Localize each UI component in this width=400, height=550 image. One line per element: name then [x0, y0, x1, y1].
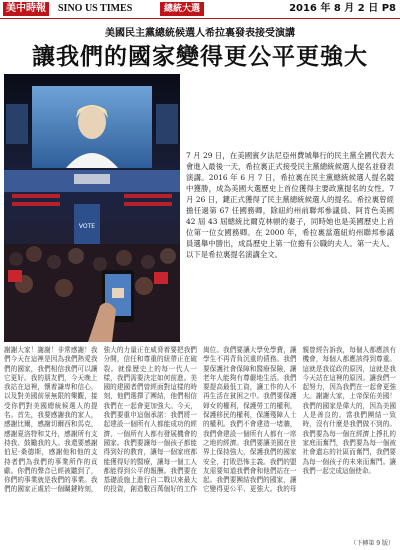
masthead: [0, 0, 400, 19]
article-subtitle: 美國民主黨總統候選人希拉裏發表接受演講: [105, 28, 295, 39]
newspaper-logo: 美中時報: [3, 2, 49, 16]
article-lead: 7 月 29 日，在美國賓夕法尼亞州費城舉行的民主黨全國代表大會進入最後一天，希拉裏正式接受民主黨總統候選人提名並發表演講。2016 年 6 月 7 日，希拉裏在民主黨總統候選人提名競中獲勝，成為美國大選歷史上首位獲得主要政黨提名的女性。7 月 26 日，鍵正式獲得了民主黨總統候選人的提名。希拉裏曾經擔任過第 67 任國務卿，除紐約州前聯邦參議員、阿肯色美國 42 屆 43 屆總統比爾克林頓的妻子，同時她也是美國歷史上首位第一位女國務卿。在 2000 年，希拉裏當選紐約州聯邦參議員選舉中勝出，成爲歷史上第一位擔有公職的夫人。第一夫人。以下是希拉裏提名演講全文。: [186, 151, 394, 259]
issue-date: 2016 年 8 月 2 日: [289, 3, 379, 14]
date-line: [289, 2, 396, 16]
page-number: P8: [381, 3, 396, 14]
article-headline: 讓我們的國家變得更公平更強大: [32, 44, 368, 70]
convention-photo-illustration: [4, 74, 180, 342]
article-body: 謝謝大家！謝謝！非常感謝！我們今天在這裡是因為我們熱愛我們的國家，我們相信我們可以讓它更好。我的朋友們，今天晚上我站在這裡，懷着謙卑和信心，以及對美國前景無限的樂觀，接受你們對美國總統候選人的提名。首先，我要感謝我的家人，感謝比爾，感謝切爾西和馬克，感謝夏洛特和艾丹，感謝所有支持我、鼓勵我的人。我還要感謝伯尼·桑德斯，感謝他和他的支持者們為我們的事業所作的貢獻。你們的聲音已經被聽到了，你們的事業就是我們的事業。我們的國家正處於一個關鍵時刻，強大的力量正在威脅着要把我們分開，信任和尊重的紐帶正在破裂。就像歷史上的每一代人一樣，我們需要決定如何前進。美國的建國者們曾經面對這樣的時刻，他們選擇了團結，他們相信我們在一起會更加強大。今天，我們要重申這個承諾：我們將一起建設一個所有人都能成功的經濟，一個所有人都有發展機會的國家。我們要讓每一個孩子都能得到好的教育，讓每一個家庭都能獲得好的醫療，讓每一個工人都能得到公平的報酬。我們要在基礎設施上進行自二戰以來最大的投資，創造數百萬個好的工作崗位。我們要讓大學免學費，讓學生不再背負沉重的債務。我們要保護社會保障和醫療保險，讓老年人能夠有尊嚴地生活。我們要提高最低工資，讓工作的人不再生活在貧困之中。我們要保護婦女的權利，保護勞工的權利，保護移民的權利，保護殘障人士的權利。我們不會建造一堵牆，我們會建設一個所有人都有一席之地的經濟。我們要讓美國在世界上保持強大，保護我們的國家安全，打敗恐怖主義。我們的盟友需要知道我們會和他們站在一起。我們要團結我們的國家，讓它變得更公平、更強大。我的母親曾經告訴我，每個人都應該有機會，每個人都應該得到尊重。這就是我從政的原因，這就是我今天站在這裡的原因。讓我們一起努力，因為我們在一起會更強大。謝謝大家，上帝保佑美國！我們的國家是偉大的，因為美國人是善良的。當我們團結一致時，沒有什麼是我們做不到的。我們要為每一個在經濟上掙扎的家庭而奮鬥，我們要為每一個被社會遺忘的社區而奮鬥，我們要為每一個孩子的未來而奮鬥。讓我們一起完成這個使命。: [4, 346, 396, 494]
vote-sign-text: VOTE: [78, 223, 96, 230]
convention-photo: [4, 74, 180, 342]
section-label: 總統大選: [160, 2, 204, 16]
newspaper-name-en: SINO US TIMES: [58, 3, 133, 14]
continued-note: （下轉第 9 版）: [350, 540, 394, 547]
